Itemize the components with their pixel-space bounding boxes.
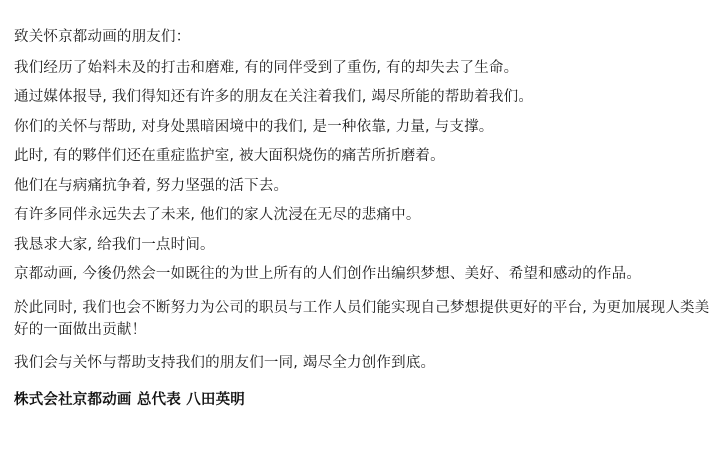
document-paragraph-2: 通过媒体报导, 我们得知还有许多的朋友在关注着我们, 竭尽所能的帮助着我们。 <box>14 89 534 105</box>
document-paragraph-3: 你们的关怀与帮助, 对身处黑暗困境中的我们, 是一种依靠, 力量, 与支撑。 <box>14 118 494 135</box>
document-paragraph-9: 於此同时, 我们也会不断努力为公司的职员与工作人员们能实现自己梦想提供更好的平台, 为更加展现人类美好的一面做出贡献！ <box>14 299 710 338</box>
document-paragraph-5: 他们在与病痛抗争着, 努力坚强的活下去。 <box>14 177 289 194</box>
document-paragraph-6: 有许多同伴永远失去了未来, 他们的家人沈浸在无尽的悲痛中。 <box>14 207 421 223</box>
document-paragraph-7: 我恳求大家, 给我们一点时间。 <box>14 236 215 253</box>
document-paragraph-4: 此时, 有的夥伴们还在重症监护室, 被大面积烧伤的痛苦所折磨着。 <box>14 148 445 164</box>
document-paragraph-1: 我们经历了始料未及的打击和磨难, 有的同伴受到了重伤, 有的却失去了生命。 <box>14 59 519 76</box>
document-paragraph-8: 京都动画, 今後仍然会一如既往的为世上所有的人们创作出编织梦想、美好、希望和感动的作品。 <box>14 266 642 282</box>
document-body <box>14 30 714 407</box>
document-salutation: 致关怀京都动画的朋友们： <box>14 29 191 45</box>
document-paragraph-10: 我们会与关怀与帮助支持我们的朋友们一同, 竭尽全力创作到底。 <box>14 355 436 372</box>
document-signature: 株式会社京都动画 总代表 八田英明 <box>14 391 245 408</box>
